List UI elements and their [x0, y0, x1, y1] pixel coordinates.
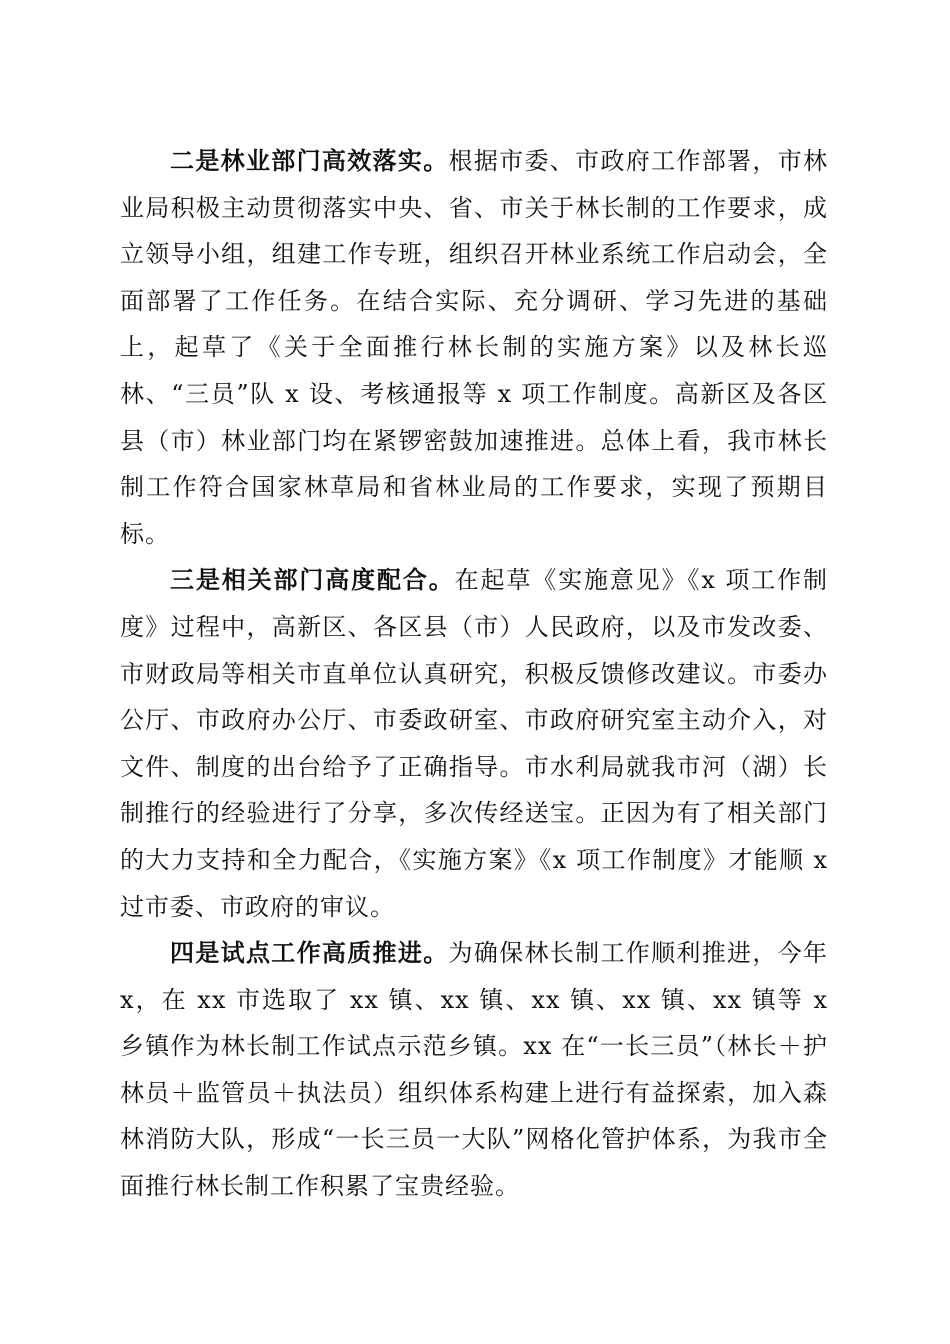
- paragraph-lead: 二是林业部门高效落实。: [170, 146, 449, 175]
- paragraph-text: 根据市委、市政府工作部署，市林业局积极主动贯彻落实中央、省、市关于林长制的工作要求，成立领导小组，组建工作专班，组织召开林业系统工作启动会，全面部署了工作任务。在结合实际、充分调研、学习先进的基础上，起草了《关于全面推行林长制的实施方案》以及林长巡林、“三员”队 x 设、考核通报等 x 项工作制度。高新区及各区县（市）林业部门均在紧锣密鼓加速推进。总体上看，我市林长制工作符合国家林草局和省林业局的工作要求，实现了预期目标。: [120, 147, 829, 548]
- paragraph-pilot-work: [120, 930, 828, 1210]
- document-body: [120, 138, 828, 1210]
- paragraph-lead: 三是相关部门高度配合。: [170, 565, 455, 595]
- paragraph-text: 为确保林长制工作顺利推进，今年 x，在 xx 市选取了 xx 镇、xx 镇、xx 镇、xx 镇、xx 镇等 x 乡镇作为林长制工作试点示范乡镇。xx 在“一长三员”（林长＋护林员＋监管员＋执法员）组织体系构建上进行有益探索，加入森林消防大队，形成“一长三员一大队”网格化管护体系，为我市全面推行林长制工作积累了宝贵经验。: [120, 939, 829, 1201]
- paragraph-forestry-department: [120, 138, 828, 557]
- paragraph-related-departments: [120, 557, 828, 930]
- paragraph-lead: 四是试点工作高质推进。: [170, 938, 449, 968]
- paragraph-text: 在起草《实施意见》《x 项工作制度》过程中，高新区、各区县（市）人民政府，以及市发改委、市财政局等相关市直单位认真研究，积极反馈修改建议。市委办公厅、市政府办公厅、市委政研室、市政府研究室主动介入，对文件、制度的出台给予了正确指导。市水利局就我市河（湖）长制推行的经验进行了分享，多次传经送宝。正因为有了相关部门的大力支持和全力配合，《实施方案》《x 项工作制度》才能顺 x 过市委、市政府的审议。: [120, 566, 828, 921]
